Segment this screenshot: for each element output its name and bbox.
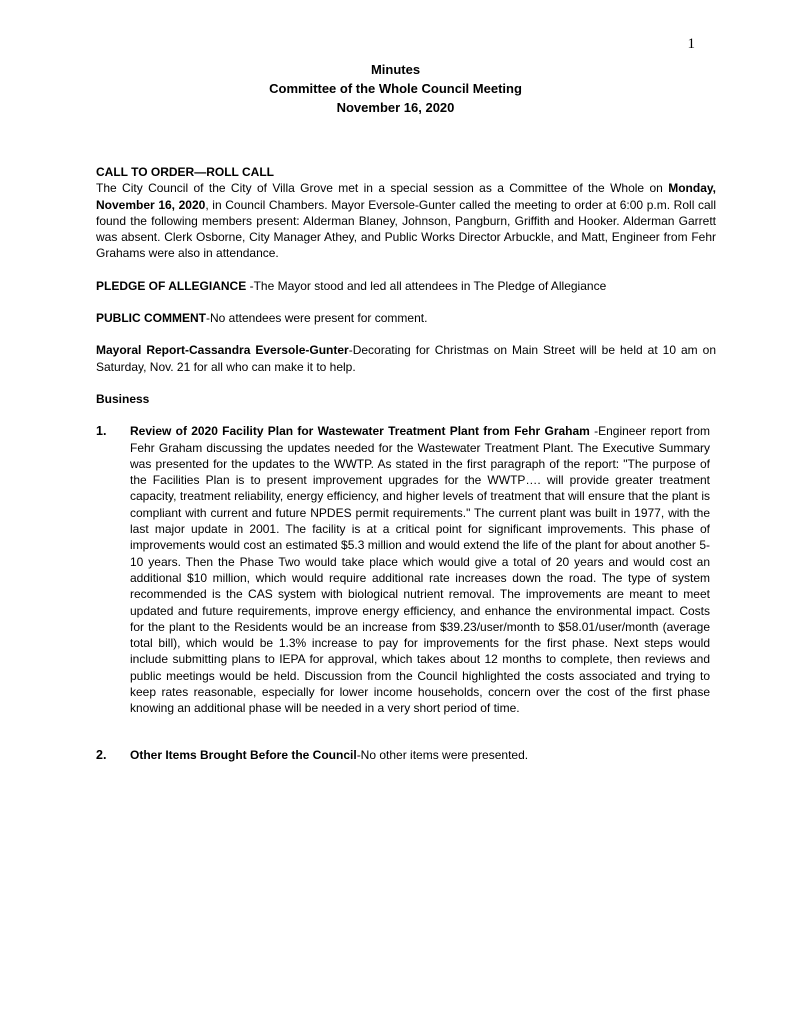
public-comment-body: -No attendees were present for comment.: [206, 311, 428, 326]
public-comment-text: [96, 310, 716, 326]
item-body: [130, 747, 710, 763]
mayoral-report-body: -Decorating for Christmas on Main Street will be held at 10 am on Saturday, Nov. 21 for all who can make it to help.: [96, 343, 716, 374]
pledge-text: [96, 278, 716, 294]
item-body: [130, 423, 710, 716]
public-comment-label: PUBLIC COMMENT: [96, 311, 206, 326]
page-number: 1: [687, 36, 695, 52]
pledge-label: PLEDGE OF ALLEGIANCE: [96, 278, 247, 293]
item-text: -Engineer report from Fehr Graham discussing the updates needed for the Wastewater Treatment Plant. The Executive Summary was presented for the updates to the WWTP. As stated in the first paragraph of the report: "The purpose of the Facilities Plan is to present improvement upgrades for the WWTP…. will provide greater treatment capacity, treatment reliability, energy efficiency, and higher levels of treatment that will ensure that the plant is compliant with current and future NPDES permit requirements." The current plant was built in 1977, with the last major update in 2001. The facility is at a critical point for significant improvements. This phase of improvements would cost an estimated $5.3 million and would extend the life of the plant for about another 5-10 years. Then the Phase Two would take place which would give a total of 20 years and would cost an additional $10 million, which would require additional rate increases down the road. The type of system recommended is the CAS system with biological nutrient removal. The improvements are meant to meet updated and future requirements, improve energy efficiency, and enhance the environmental impact. Costs for the plant to the Residents would be an increase from $39.23/user/month to $58.01/user/month (average total bill), which would be 1.3% increase to pay for improvements for the first phase. Next steps would include submitting plans to IEPA for approval, which takes about 12 months to complete, then reviews and public meetings would be held. Discussion from the Council highlighted the costs associated and trying to keep rates reasonable, especially for lower income households, concern over the cost of the first phase knowing an additional phase will be needed in a very short period of time.: [130, 424, 710, 716]
meeting-date-inline: Monday, November 16, 2020: [96, 181, 716, 212]
business-item: [96, 423, 716, 716]
item-number: 1.: [96, 424, 107, 439]
item-number: 2.: [96, 747, 107, 762]
mayoral-report-text: [96, 342, 716, 375]
mayoral-report-label: Mayoral Report-Cassandra Eversole-Gunter: [96, 343, 349, 358]
call-to-order-text-b: , in Council Chambers. Mayor Eversole-Gunter called the meeting to order at 6:00 p.m. Roll call found the following members present: Alderman Blaney, Johnson, Pangburn, Griffith and Hooker. Alderman Garrett was absent. Clerk Osborne, City Manager Athey, and Public Works Director Arbuckle, and Matt, Engineer from Fehr Grahams were also in attendance.: [96, 197, 716, 261]
meeting-date: November 16, 2020: [336, 100, 455, 115]
item-title: Other Items Brought Before the Council: [130, 747, 357, 762]
mayoral-report-section: [96, 342, 716, 375]
call-to-order-section: [96, 164, 716, 262]
document-title: Minutes: [370, 62, 421, 77]
minutes-body: [96, 164, 716, 763]
item-title: Review of 2020 Facility Plan for Wastewater Treatment Plant from Fehr Graham: [130, 424, 590, 439]
item-text: -No other items were presented.: [356, 747, 529, 762]
call-to-order-text: [96, 180, 716, 261]
call-to-order-text-a: The City Council of the City of Villa Grove met in a special session as a Committee of the Whole on: [96, 181, 669, 196]
call-to-order-heading: CALL TO ORDER—ROLL CALL: [96, 165, 274, 179]
document-header: [0, 60, 791, 117]
meeting-name: Committee of the Whole Council Meeting: [269, 81, 522, 96]
business-item: [96, 747, 716, 763]
public-comment-section: [96, 310, 716, 326]
pledge-section: [96, 278, 716, 294]
business-heading: Business: [96, 391, 150, 406]
pledge-body: -The Mayor stood and led all attendees in The Pledge of Allegiance: [246, 278, 607, 293]
